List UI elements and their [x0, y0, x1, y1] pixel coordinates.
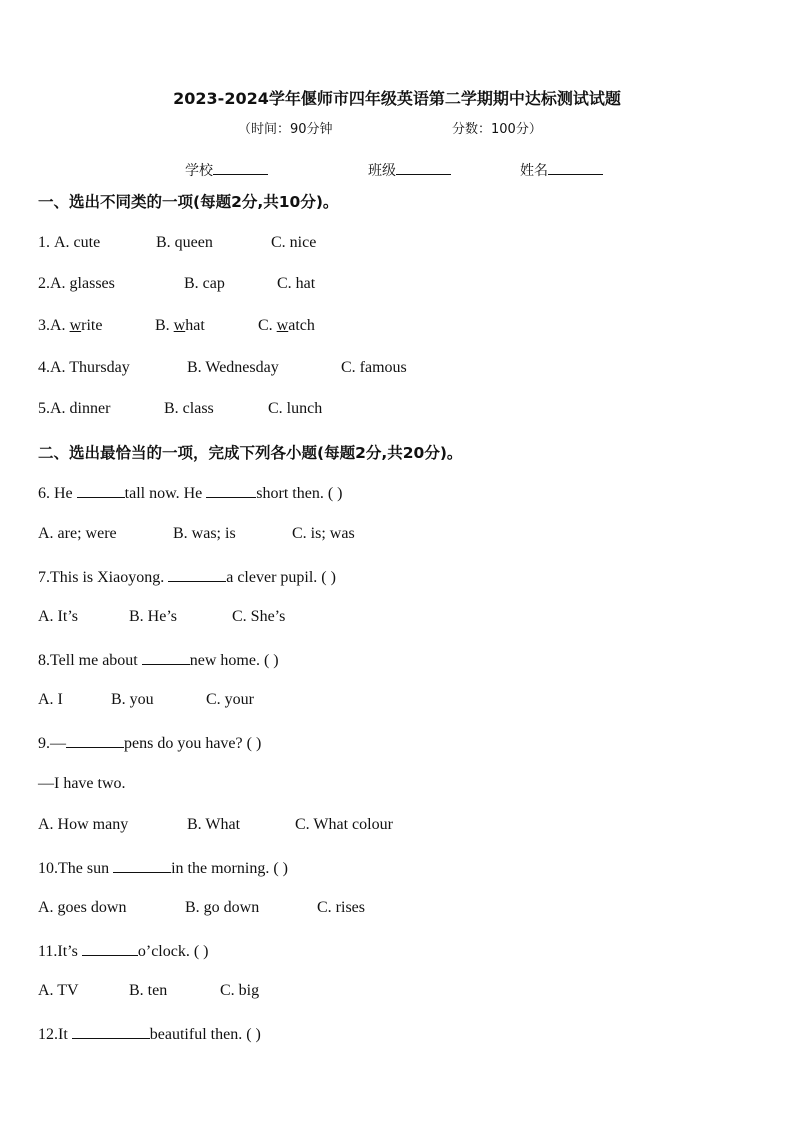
option-a: A. dinner — [50, 400, 111, 417]
question-6-options — [38, 525, 355, 543]
answer-blank — [66, 733, 124, 748]
question-2 — [38, 275, 315, 293]
question-5 — [38, 400, 322, 418]
name-blank — [548, 160, 603, 175]
option-c: C. What colour — [295, 816, 393, 833]
question-7: 7.This is Xiaoyong. a clever pupil. ( ) — [38, 569, 336, 586]
class-field — [368, 160, 451, 180]
question-9-answer: —I have two. — [38, 775, 126, 792]
question-12: 12.It beautiful then. ( ) — [38, 1026, 261, 1043]
option-b: B. class — [164, 400, 214, 417]
exam-time: （时间：90分钟 — [238, 122, 333, 137]
option-a: A. goes down — [38, 899, 127, 916]
question-9: 9.— pens do you have? ( ) — [38, 735, 262, 752]
option-c: C. lunch — [268, 400, 323, 417]
option-b: B. was; is — [173, 525, 236, 542]
question-11-options — [38, 982, 259, 1000]
question-1 — [38, 234, 316, 252]
school-blank — [213, 160, 268, 175]
option-c: C. is; was — [292, 525, 355, 542]
option-c: C. hat — [277, 275, 316, 292]
answer-blank — [113, 858, 171, 873]
option-b: B. queen — [156, 234, 213, 251]
class-blank — [396, 160, 451, 175]
option-c: C. rises — [317, 899, 365, 916]
option-b: B. what — [155, 317, 205, 334]
school-field — [185, 160, 268, 180]
name-label: 姓名 — [520, 163, 548, 179]
option-c: C. She’s — [232, 608, 286, 625]
option-b: B. ten — [129, 982, 168, 999]
question-8: 8.Tell me about new home. ( ) — [38, 652, 279, 669]
option-c: C. nice — [271, 234, 317, 251]
class-label: 班级 — [368, 163, 396, 179]
option-a: A. It’s — [38, 608, 78, 625]
option-a: A. Thursday — [50, 359, 130, 376]
answer-blank — [77, 483, 125, 498]
name-field — [520, 160, 603, 180]
option-b: B. What — [187, 816, 241, 833]
option-c: C. famous — [341, 359, 407, 376]
question-number: 4. — [38, 359, 50, 376]
question-8-options — [38, 691, 254, 709]
question-number: 1. — [38, 234, 50, 251]
option-a: A. are; were — [38, 525, 117, 542]
question-11: 11.It’s o’clock. ( ) — [38, 943, 209, 960]
option-a: A. TV — [38, 982, 79, 999]
question-10: 10.The sun in the morning. ( ) — [38, 860, 288, 877]
option-c: C. your — [206, 691, 254, 708]
option-a: A. cute — [54, 234, 101, 251]
option-a: A. I — [38, 691, 63, 708]
question-number: 2. — [38, 275, 50, 292]
option-b: B. Wednesday — [187, 359, 279, 376]
question-4 — [38, 359, 407, 377]
option-a: A. glasses — [50, 275, 115, 292]
option-b: B. He’s — [129, 608, 177, 625]
question-number: 5. — [38, 400, 50, 417]
option-a: A. write — [50, 317, 103, 334]
answer-blank — [72, 1024, 150, 1039]
answer-blank — [82, 941, 138, 956]
option-a: A. How many — [38, 816, 129, 833]
question-9-options — [38, 816, 393, 834]
section2-heading: 二、选出最恰当的一项，完成下列各小题(每题2分,共20分)。 — [38, 444, 463, 462]
question-6: 6. He tall now. He short then. ( ) — [38, 485, 343, 502]
question-3 — [38, 317, 315, 335]
answer-blank — [206, 483, 256, 498]
section1-heading: 一、选出不同类的一项(每题2分,共10分)。 — [38, 193, 339, 211]
answer-blank — [168, 567, 226, 582]
option-b: B. go down — [185, 899, 260, 916]
exam-score: 分数：100分） — [452, 122, 542, 137]
question-7-options — [38, 608, 285, 626]
question-10-options — [38, 899, 365, 917]
school-label: 学校 — [185, 163, 213, 179]
page-title: 2023-2024学年偃师市四年级英语第二学期期中达标测试试题 — [173, 89, 621, 108]
answer-blank — [142, 650, 190, 665]
option-c: C. big — [220, 982, 260, 999]
question-number: 3. — [38, 317, 50, 334]
option-b: B. you — [111, 691, 154, 708]
option-b: B. cap — [184, 275, 225, 292]
option-c: C. watch — [258, 317, 315, 334]
